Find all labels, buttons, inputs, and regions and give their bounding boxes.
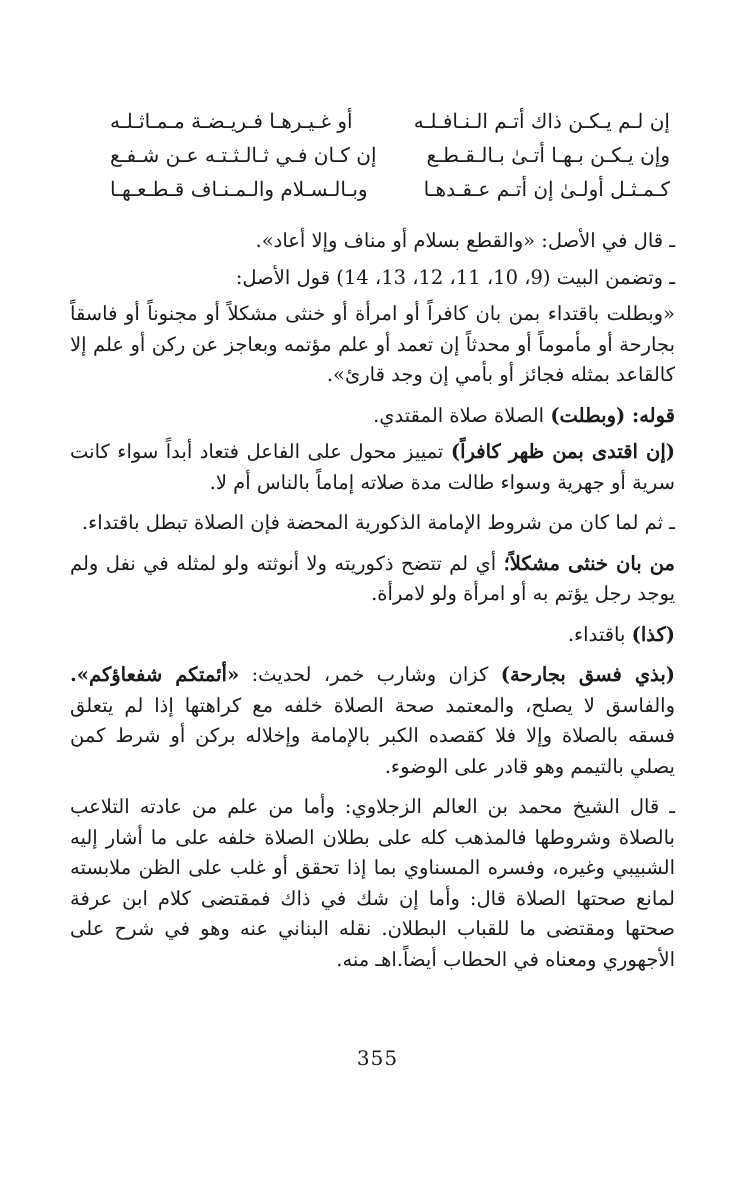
paragraph-commentary: ـ ثم لما كان من شروط الإمامة الذكورية المحضة فإن الصلاة تبطل باقتداء. [81,511,675,534]
verse-left-hemistich: أو غـيـرهـا فـريـضـة مـمـاثـلـه [110,109,353,133]
bold-lemma: (بذي فسق بجارحة) [500,663,675,686]
paragraph-commentary: قوله: (وبطلت) الصلاة صلاة المقتدي. [373,403,675,427]
verse-line [110,172,670,206]
paragraph-verse-reference: ـ وتضمن البيت (9، 10، 11، 12، 13، 14) قول الأصل: [235,265,675,289]
paragraph-quote-origin: ـ قال في الأصل: «والقطع بسلام أو مناف وإلا أعاد». [255,229,675,252]
bold-lemma: من بان خنثى مشكلاً؛ [503,551,675,575]
verse-line [110,138,670,172]
poem-block [110,104,670,206]
paragraph-commentary: (إن اقتدى بمن ظهر كافراً) تمييز محول على الفاعل فتعاد أبداً سواء كانت سرية أو جهرية وسواء طالت مدة صلاته إماماً بالناس أم لا. [70,440,675,494]
verse-right-hemistich: إن لـم يـكـن ذاك أتـم الـنـافـلـه [413,109,670,133]
bold-hadith: «أئمتكم شفعاؤكم». [70,663,240,686]
paragraph-commentary: (كذا) باقتداء. [567,622,675,646]
verse-left-hemistich: وبـالـسـلام والـمـنـاف قـطـعـهـا [110,177,368,201]
paragraph-commentary: ـ قال الشيخ محمد بن العالم الزجلاوي: وأما من علم من عادته التلاعب بالصلاة وشروطها فالمذهب كله على بطلان الصلاة خلفه على ما أشار إليه الشبيبي وغيره، وفسره المسناوي بما إذا تحقق أو غلب على الظن ملابسته لمانع صحتها الصلاة قال: وأما إن شك في ذاك فمقتضى كلام ابن عرفة صحتها ومقتضى ما للقباب البطلان. نقله البناني عنه وهو في شرح على الأجهوري ومعناه في الحطاب أيضاً.اهـ منه. [70,795,675,971]
paragraph-commentary: (بذي فسق بجارحة) كزان وشارب خمر، لحديث: «أئمتكم شفعاؤكم». والفاسق لا يصلح، والمعتمد صحة الصلاة خلفه مع كراهتها إذا لم يتعلق فسقه بالصلاة وإلا فلا كقصده الكبر بالإمامة وإخلاله بركن أو شرط كمن يصلي بالتيمم وهو قادر على الوضوء. [70,663,675,778]
bold-lemma: (إن اقتدى بمن ظهر كافراً) [450,440,675,463]
bold-lemma: قوله: (وبطلت) [550,403,675,427]
bold-lemma: (كذا) [631,622,675,646]
verse-right-hemistich: كـمـثـل أولـىٰ إن أتـم عـقـدهـا [423,177,670,201]
paragraph-origin-text: «وبطلت باقتداء بمن بان كافراً أو امرأة أو خنثى مشكلاً أو مجنوناً أو فاسقاً بجارحة أو مأموماً أو محدثاً إن تعمد أو علم مؤتمه وبعاجز عن ركن أو علم إلا كالقاعد بمثله فجائز أو بأمي إن وجد قارئ». [70,302,675,386]
verse-left-hemistich: إن كـان فـي ثـالـثـتـه عـن شـفـع [110,143,377,167]
verse-right-hemistich: وإن يـكـن بـهـا أتـىٰ بـالـقـطـع [426,143,670,167]
paragraph-commentary: من بان خنثى مشكلاً؛ أي لم تتضح ذكوريته ولا أنوثته ولو لمثله في نفل ولم يوجد رجل يؤتم به أو امرأة ولو لامرأة. [70,551,675,605]
commentary-body [70,226,675,981]
page-number: 355 [356,1046,399,1070]
verse-line [110,104,670,138]
